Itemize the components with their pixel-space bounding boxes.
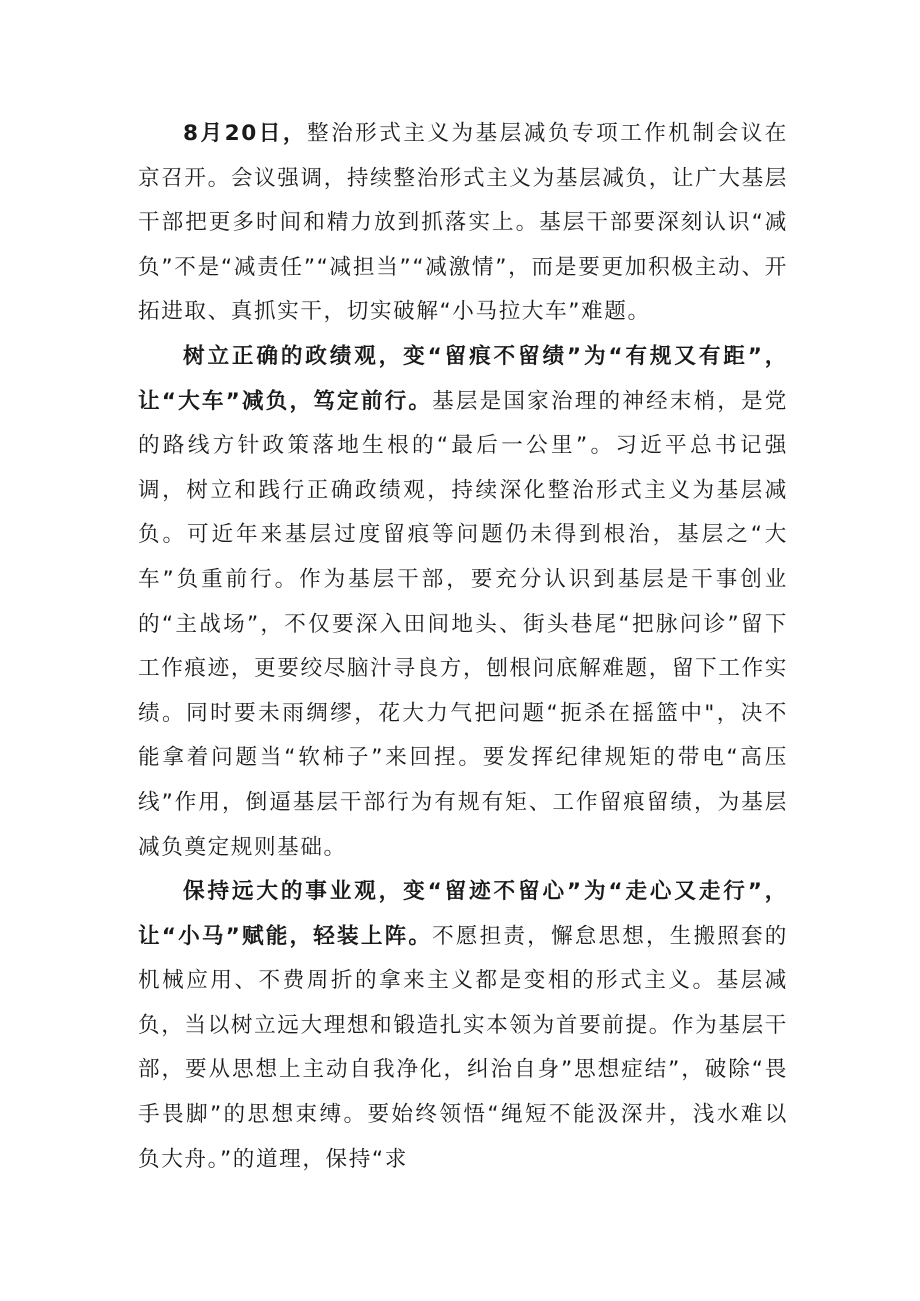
- document-body: [138, 112, 788, 1182]
- paragraph-body: 基层是国家治理的神经末梢，是党的路线方针政策落地生根的“最后一公里”。习近平总书记强调，树立和践行正确政绩观，持续深化整治形式主义为基层减负。可近年来基层过度留痕等问题仍未得到根治，基层之“大车”负重前行。作为基层干部，要充分认识到基层是干事创业的“主战场”，不仅要深入田间地头、街头巷尾“把脉问诊”留下工作痕迹，更要绞尽脑汁寻良方，刨根问底解难题，留下工作实绩。同时要未雨绸缪，花大力气把问题“扼杀在摇篮中"，决不能拿着问题当“软柿子”来回捏。要发挥纪律规矩的带电“高压线”作用，倒逼基层干部行为有规有矩、工作留痕留绩，为基层减负奠定规则基础。: [138, 388, 788, 860]
- paragraph-lead: 树立正确的政绩观，变“留痕不留绩”为“有规又有距”，让“大车”减负，笃定前行。: [138, 343, 788, 414]
- paragraph-performance-view: [138, 335, 788, 870]
- paragraph-career-view: [138, 870, 788, 1182]
- paragraph-meeting-intro: [138, 112, 788, 335]
- paragraph-lead: 保持远大的事业观，变“留迹不留心”为“走心又走行”，让“小马”赋能，轻装上阵。: [138, 879, 788, 949]
- paragraph-lead: 8月20日，: [183, 121, 307, 146]
- paragraph-body: 整治形式主义为基层减负专项工作机制会议在京召开。会议强调，持续整治形式主义为基层减负，让广大基层干部把更多时间和精力放到抓落实上。基层干部要深刻认识“减负”不是“减责任”“减担当”“减激情”，而是要更加积极主动、开拓进取、真抓实干，切实破解“小马拉大车”难题。: [138, 121, 788, 325]
- paragraph-body: 不愿担责，懈怠思想，生搬照套的机械应用、不费周折的拿来主义都是变相的形式主义。基层减负，当以树立远大理想和锻造扎实本领为首要前提。作为基层干部，要从思想上主动自我净化，纠治自身”思想症结”，破除“畏手畏脚”的思想束缚。要始终领悟“绳短不能汲深井，浅水难以负大舟。”的道理，保持“求: [138, 923, 788, 1172]
